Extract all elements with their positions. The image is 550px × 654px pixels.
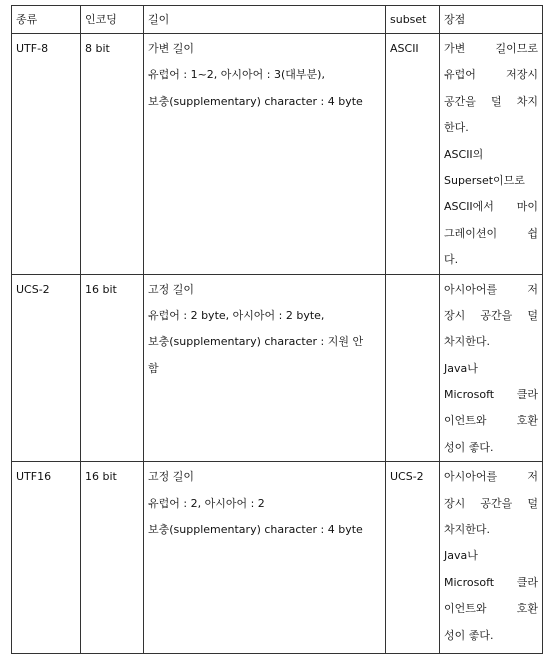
- merit-line: 성이 좋다.: [444, 440, 494, 454]
- table-row: [12, 34, 543, 275]
- length-line: 가변 길이: [148, 42, 195, 55]
- merit-line: 공간을 덜 차지: [444, 94, 538, 108]
- header-merit: 장점: [440, 6, 543, 34]
- merit-line: ASCII에서 마이: [444, 200, 538, 214]
- merit-line: 이언트와 호환: [444, 414, 538, 428]
- subset-cell: ASCII: [386, 34, 440, 275]
- header-type: 종류: [12, 6, 81, 34]
- length-line: 유럽어 : 2 byte, 아시아어 : 2 byte,: [148, 308, 325, 322]
- merit-cell: [440, 462, 543, 654]
- header-encoding: 인코딩: [81, 6, 144, 34]
- merit-line: Microsoft 클라: [444, 575, 538, 589]
- subset-cell: [386, 274, 440, 462]
- merit-line: Microsoft 클라: [444, 388, 538, 402]
- merit-line: 아시아어를 저: [444, 470, 538, 484]
- length-line: 고정 길이: [148, 282, 195, 296]
- type-cell: UCS-2: [12, 274, 81, 462]
- merit-line: 한다.: [444, 121, 469, 135]
- length-line: 보충(supplementary) character : 4 byte: [148, 94, 363, 108]
- merit-line: 이언트와 호환: [444, 602, 538, 616]
- type-cell: UTF16: [12, 462, 81, 654]
- length-cell: [144, 462, 386, 654]
- merit-line: 다.: [444, 253, 459, 267]
- length-line: 고정 길이: [148, 470, 195, 484]
- encoding-comparison-table: [11, 5, 543, 654]
- length-line: 보충(supplementary) character : 4 byte: [148, 523, 363, 537]
- table-row: [12, 462, 543, 654]
- merit-line: ASCII의: [444, 147, 484, 161]
- subset-cell: UCS-2: [386, 462, 440, 654]
- encoding-cell: 16 bit: [81, 462, 144, 654]
- encoding-cell: 16 bit: [81, 274, 144, 462]
- encoding-cell: 8 bit: [81, 34, 144, 275]
- header-subset: subset: [386, 6, 440, 34]
- merit-line: Java나: [444, 361, 478, 375]
- length-line: 함: [148, 361, 159, 375]
- merit-line: Superset이므로: [444, 173, 525, 187]
- merit-line: 그레이션이 쉽: [444, 226, 538, 240]
- length-line: 유럽어 : 1~2, 아시아어 : 3(대부분),: [148, 68, 325, 82]
- length-cell: [144, 274, 386, 462]
- table-row: [12, 274, 543, 462]
- merit-line: 유럽어 저장시: [444, 68, 538, 82]
- merit-line: 장시 공간을 덜: [444, 308, 538, 322]
- header-length: 길이: [144, 6, 386, 34]
- header-row: [12, 6, 543, 34]
- merit-line: 아시아어를 저: [444, 282, 538, 296]
- merit-line: 차지한다.: [444, 523, 491, 537]
- merit-cell: [440, 274, 543, 462]
- merit-line: 가변 길이므로: [444, 42, 538, 55]
- merit-cell: [440, 34, 543, 275]
- merit-line: 성이 좋다.: [444, 628, 494, 642]
- type-cell: UTF-8: [12, 34, 81, 275]
- length-line: 유럽어 : 2, 아시아어 : 2: [148, 496, 265, 510]
- length-cell: [144, 34, 386, 275]
- merit-line: 장시 공간을 덜: [444, 496, 538, 510]
- length-line: 보충(supplementary) character : 지원 안: [148, 335, 364, 349]
- merit-line: 차지한다.: [444, 335, 491, 349]
- merit-line: Java나: [444, 549, 478, 563]
